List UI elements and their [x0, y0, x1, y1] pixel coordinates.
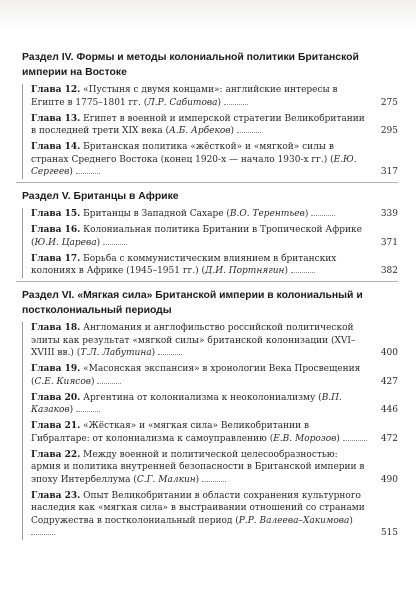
chapter-list: [22, 322, 398, 540]
chapter-author: А.Б. Арбеков: [169, 126, 231, 136]
leader-dots: [291, 266, 315, 273]
chapter-title: Борьба с коммунистическим влиянием в британских колониях в Африке (1945–1951 гг.) (: [31, 253, 337, 276]
chapter-label: Глава 23.: [31, 490, 81, 501]
page-number: 400: [380, 348, 398, 358]
chapter-title: Британцы в Западной Сахаре (: [80, 209, 230, 219]
page-number: 275: [380, 97, 398, 108]
chapter-title: Между военной и политической целесообразностью: армия и политика внутренней безопасности в Британской империи в эпоху Интербеллума (: [31, 449, 365, 485]
author-close: ): [336, 433, 340, 444]
toc-entry: [31, 224, 398, 249]
chapter-author: С.Г. Малкин: [136, 474, 196, 485]
page-number: 515: [380, 528, 398, 538]
chapter-title: Аргентина от колониализма к неоколониализму (: [80, 392, 322, 403]
section-v: [16, 189, 398, 278]
chapter-author: Д.И. Портнягин: [205, 266, 285, 276]
chapter-label: Глава 22.: [31, 449, 81, 460]
chapter-label: Глава 17.: [31, 253, 81, 264]
author-close: ): [69, 167, 73, 177]
page-number: 472: [380, 433, 398, 444]
leader-dots: [103, 238, 127, 245]
chapter-author: Е.В. Морозов: [273, 433, 337, 444]
section-title: Раздел VI. «Мягкая сила» Британской империи в колониальный и постколониальный периоды: [22, 290, 363, 316]
leader-dots: [76, 405, 100, 412]
leader-dots: [31, 528, 55, 535]
chapter-title: Англомания и англофильство российской политической элиты как результат «мягкой силы» британской колонизации (XVI–XVIII вв.) (: [31, 323, 356, 358]
chapter-label: Глава 14.: [31, 142, 81, 152]
chapter-author: Ю.И. Царева: [34, 237, 97, 248]
chapter-label: Глава 21.: [31, 421, 81, 431]
toc-entry: [31, 141, 398, 179]
section-vi: [16, 288, 398, 540]
toc-entry: [31, 322, 398, 360]
author-close: ): [96, 237, 101, 248]
chapter-label: Глава 13.: [31, 113, 81, 124]
toc-entry: [31, 208, 398, 221]
author-close: ): [230, 126, 235, 136]
author-close: ): [217, 97, 221, 108]
chapter-author: В.О. Терентьев: [229, 209, 305, 219]
chapter-title: «Жёсткая» и «мягкая сила» Великобритании в Гибралтаре: от колониализма к самоуправлению (: [31, 421, 310, 444]
chapter-label: Глава 18.: [31, 323, 81, 333]
chapter-author: В.П. Казаков: [31, 392, 342, 415]
chapter-label: Глава 12.: [31, 85, 81, 95]
leader-dots: [97, 377, 121, 384]
toc-entry: [31, 420, 398, 445]
page-number: 339: [380, 209, 398, 219]
chapter-label: Глава 19.: [31, 364, 81, 374]
toc-entry: [31, 113, 398, 138]
chapter-title: Колониальная политика Британии в Тропической Африке (: [31, 225, 362, 248]
chapter-label: Глава 15.: [31, 209, 81, 219]
leader-dots: [311, 209, 335, 216]
page-number: 371: [380, 237, 398, 248]
chapter-label: Глава 20.: [31, 392, 81, 403]
table-of-contents: [16, 50, 398, 543]
leader-dots: [76, 167, 100, 174]
author-close: ): [151, 348, 156, 358]
chapter-title: Опыт Великобритании в области сохранения культурного наследия как «мягкая сила» в выстраивании отношений со странами Содружества в постколониальный период (: [31, 490, 365, 526]
section-iv: [16, 50, 398, 179]
chapter-title: «Пустыня с двумя концами»: английские интересы в Египте в 1775–1801 гг. (: [31, 85, 338, 108]
section-title: Раздел V. Британцы в Африке: [22, 191, 179, 202]
chapter-title: «Масонская экспансия» в хронологии Века Просвещения (: [31, 364, 361, 387]
toc-entry: [31, 490, 398, 540]
chapter-title: Египет в военной и имперской стратегии Великобритании в последней трети XIX века (: [31, 113, 365, 136]
chapter-author: С.Е. Киясов: [34, 376, 91, 387]
author-close: ): [90, 376, 95, 387]
leader-dots: [343, 434, 367, 441]
chapter-title: Британская политика «жёсткой» и «мягкой» силы в странах Среднего Востока (конец 1920-х — начало 1930-х гг.) (: [31, 142, 334, 165]
chapter-author: Е.Ю. Сергеев: [31, 154, 357, 177]
page-number: 446: [380, 405, 398, 415]
chapter-author: Т.Л. Лабутина: [80, 348, 152, 358]
leader-dots: [224, 98, 248, 105]
page-number: 317: [380, 167, 398, 177]
chapter-list: [22, 84, 398, 179]
page-number: 382: [380, 266, 398, 276]
chapter-author: Р.Р. Валеева–Хакимова: [238, 515, 350, 526]
page-number: 427: [380, 376, 398, 387]
toc-entry: [31, 253, 398, 278]
chapter-list: [22, 208, 398, 278]
leader-dots: [158, 348, 182, 355]
scan-edge: [0, 0, 416, 30]
author-close: ): [69, 405, 74, 415]
section-divider: [16, 281, 398, 282]
page-number: 490: [380, 474, 398, 485]
toc-entry: [31, 363, 398, 388]
chapter-author: Л.Р. Сабитова: [147, 97, 218, 108]
author-close: ): [349, 515, 353, 526]
section-title: Раздел IV. Формы и методы колониальной политики Британской империи на Востоке: [22, 52, 359, 78]
leader-dots: [237, 126, 261, 133]
author-close: ): [284, 266, 289, 276]
author-close: ): [304, 209, 309, 219]
chapter-label: Глава 16.: [31, 225, 81, 235]
toc-entry: [31, 84, 398, 109]
toc-entry: [31, 392, 398, 417]
author-close: ): [195, 474, 200, 485]
page-number: 295: [380, 126, 398, 136]
leader-dots: [202, 475, 226, 482]
toc-entry: [31, 449, 398, 487]
section-divider: [16, 182, 398, 183]
